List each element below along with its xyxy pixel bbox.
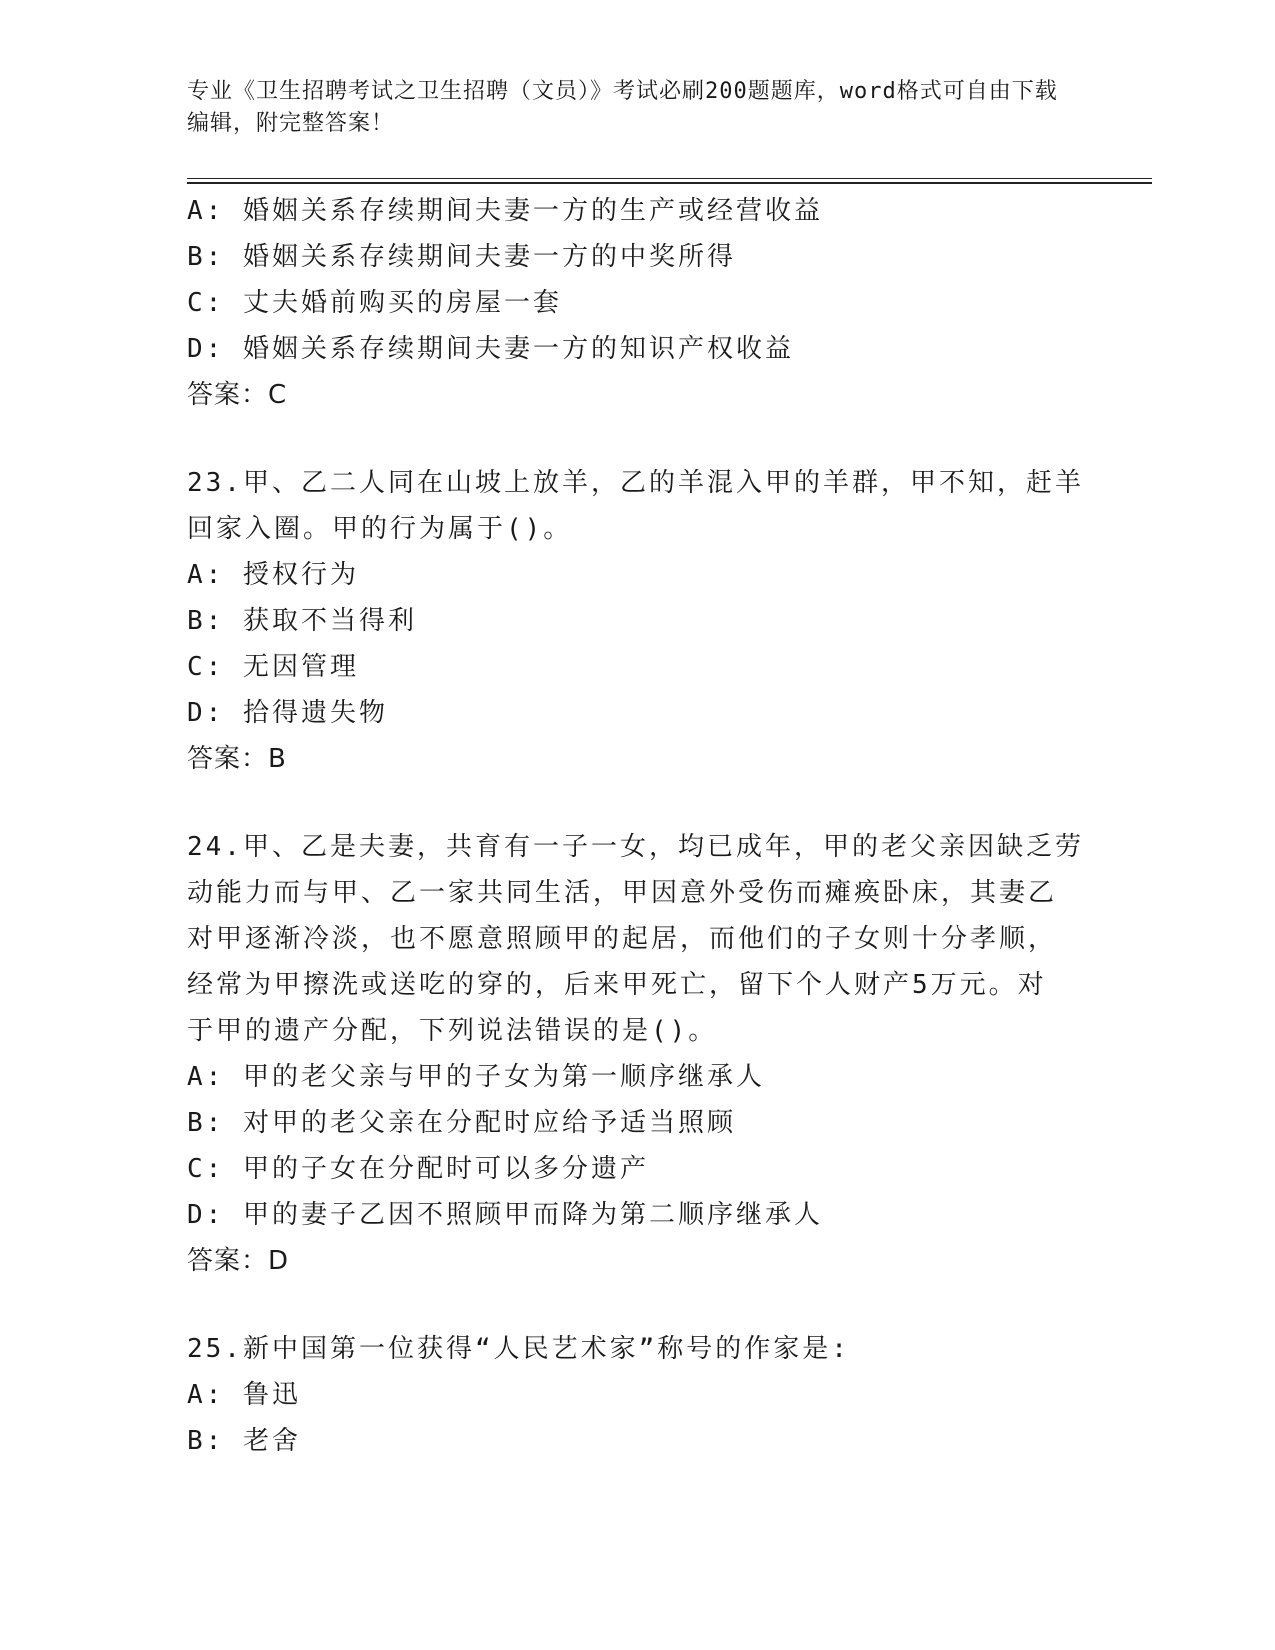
- question-25: [187, 1326, 1087, 1464]
- answer-line: 答案：C: [187, 380, 288, 410]
- question-stem-line: 25.新中国第一位获得“人民艺术家”称号的作家是:: [187, 1334, 850, 1364]
- question-stem-line: 对甲逐渐冷淡，也不愿意照顾甲的起居，而他们的子女则十分孝顺，: [187, 924, 1058, 954]
- option-a: A: 鲁迅: [187, 1380, 301, 1410]
- option-d: D: 婚姻关系存续期间夫妻一方的知识产权收益: [187, 334, 794, 364]
- option-c: C: 丈夫婚前购买的房屋一套: [187, 288, 562, 318]
- option-a: A: 婚姻关系存续期间夫妻一方的生产或经营收益: [187, 196, 823, 226]
- option-b: B: 婚姻关系存续期间夫妻一方的中奖所得: [187, 242, 736, 272]
- option-d: D: 甲的妻子乙因不照顾甲而降为第二顺序继承人: [187, 1200, 823, 1230]
- header-rule-thin: [187, 178, 1152, 179]
- option-c: C: 甲的子女在分配时可以多分遗产: [187, 1154, 649, 1184]
- question-24: [187, 824, 1087, 1284]
- spacer: [187, 1284, 1087, 1326]
- question-22: [187, 188, 1087, 418]
- option-d: D: 拾得遗失物: [187, 698, 388, 728]
- spacer: [187, 418, 1087, 460]
- answer-line: 答案：D: [187, 1246, 290, 1276]
- document-header: 专业《卫生招聘考试之卫生招聘（文员）》考试必刷200题题库，word格式可自由下载编辑，附完整答案！: [187, 79, 1058, 136]
- spacer: [187, 782, 1087, 824]
- option-c: C: 无因管理: [187, 652, 359, 682]
- option-a: A: 授权行为: [187, 560, 359, 590]
- question-stem-line: 回家入圈。甲的行为属于()。: [187, 514, 573, 544]
- option-b: B: 老舍: [187, 1426, 301, 1456]
- question-stem-line: 动能力而与甲、乙一家共同生活，甲因意外受伤而瘫痪卧床，其妻乙: [187, 878, 1058, 908]
- header-rule-thick: [187, 182, 1152, 184]
- question-stem-line: 于甲的遗产分配，下列说法错误的是()。: [187, 1016, 718, 1046]
- option-b: B: 对甲的老父亲在分配时应给予适当照顾: [187, 1108, 736, 1138]
- question-stem-line: 23.甲、乙二人同在山坡上放羊，乙的羊混入甲的羊群，甲不知，赶羊: [187, 468, 1084, 498]
- answer-line: 答案：B: [187, 744, 287, 774]
- option-b: B: 获取不当得利: [187, 606, 417, 636]
- question-list: [187, 188, 1087, 1464]
- question-stem-line: 经常为甲擦洗或送吃的穿的，后来甲死亡，留下个人财产5万元。对: [187, 970, 1047, 1000]
- question-23: [187, 460, 1087, 782]
- option-a: A: 甲的老父亲与甲的子女为第一顺序继承人: [187, 1062, 765, 1092]
- question-stem-line: 24.甲、乙是夫妻，共育有一子一女，均已成年，甲的老父亲因缺乏劳: [187, 832, 1084, 862]
